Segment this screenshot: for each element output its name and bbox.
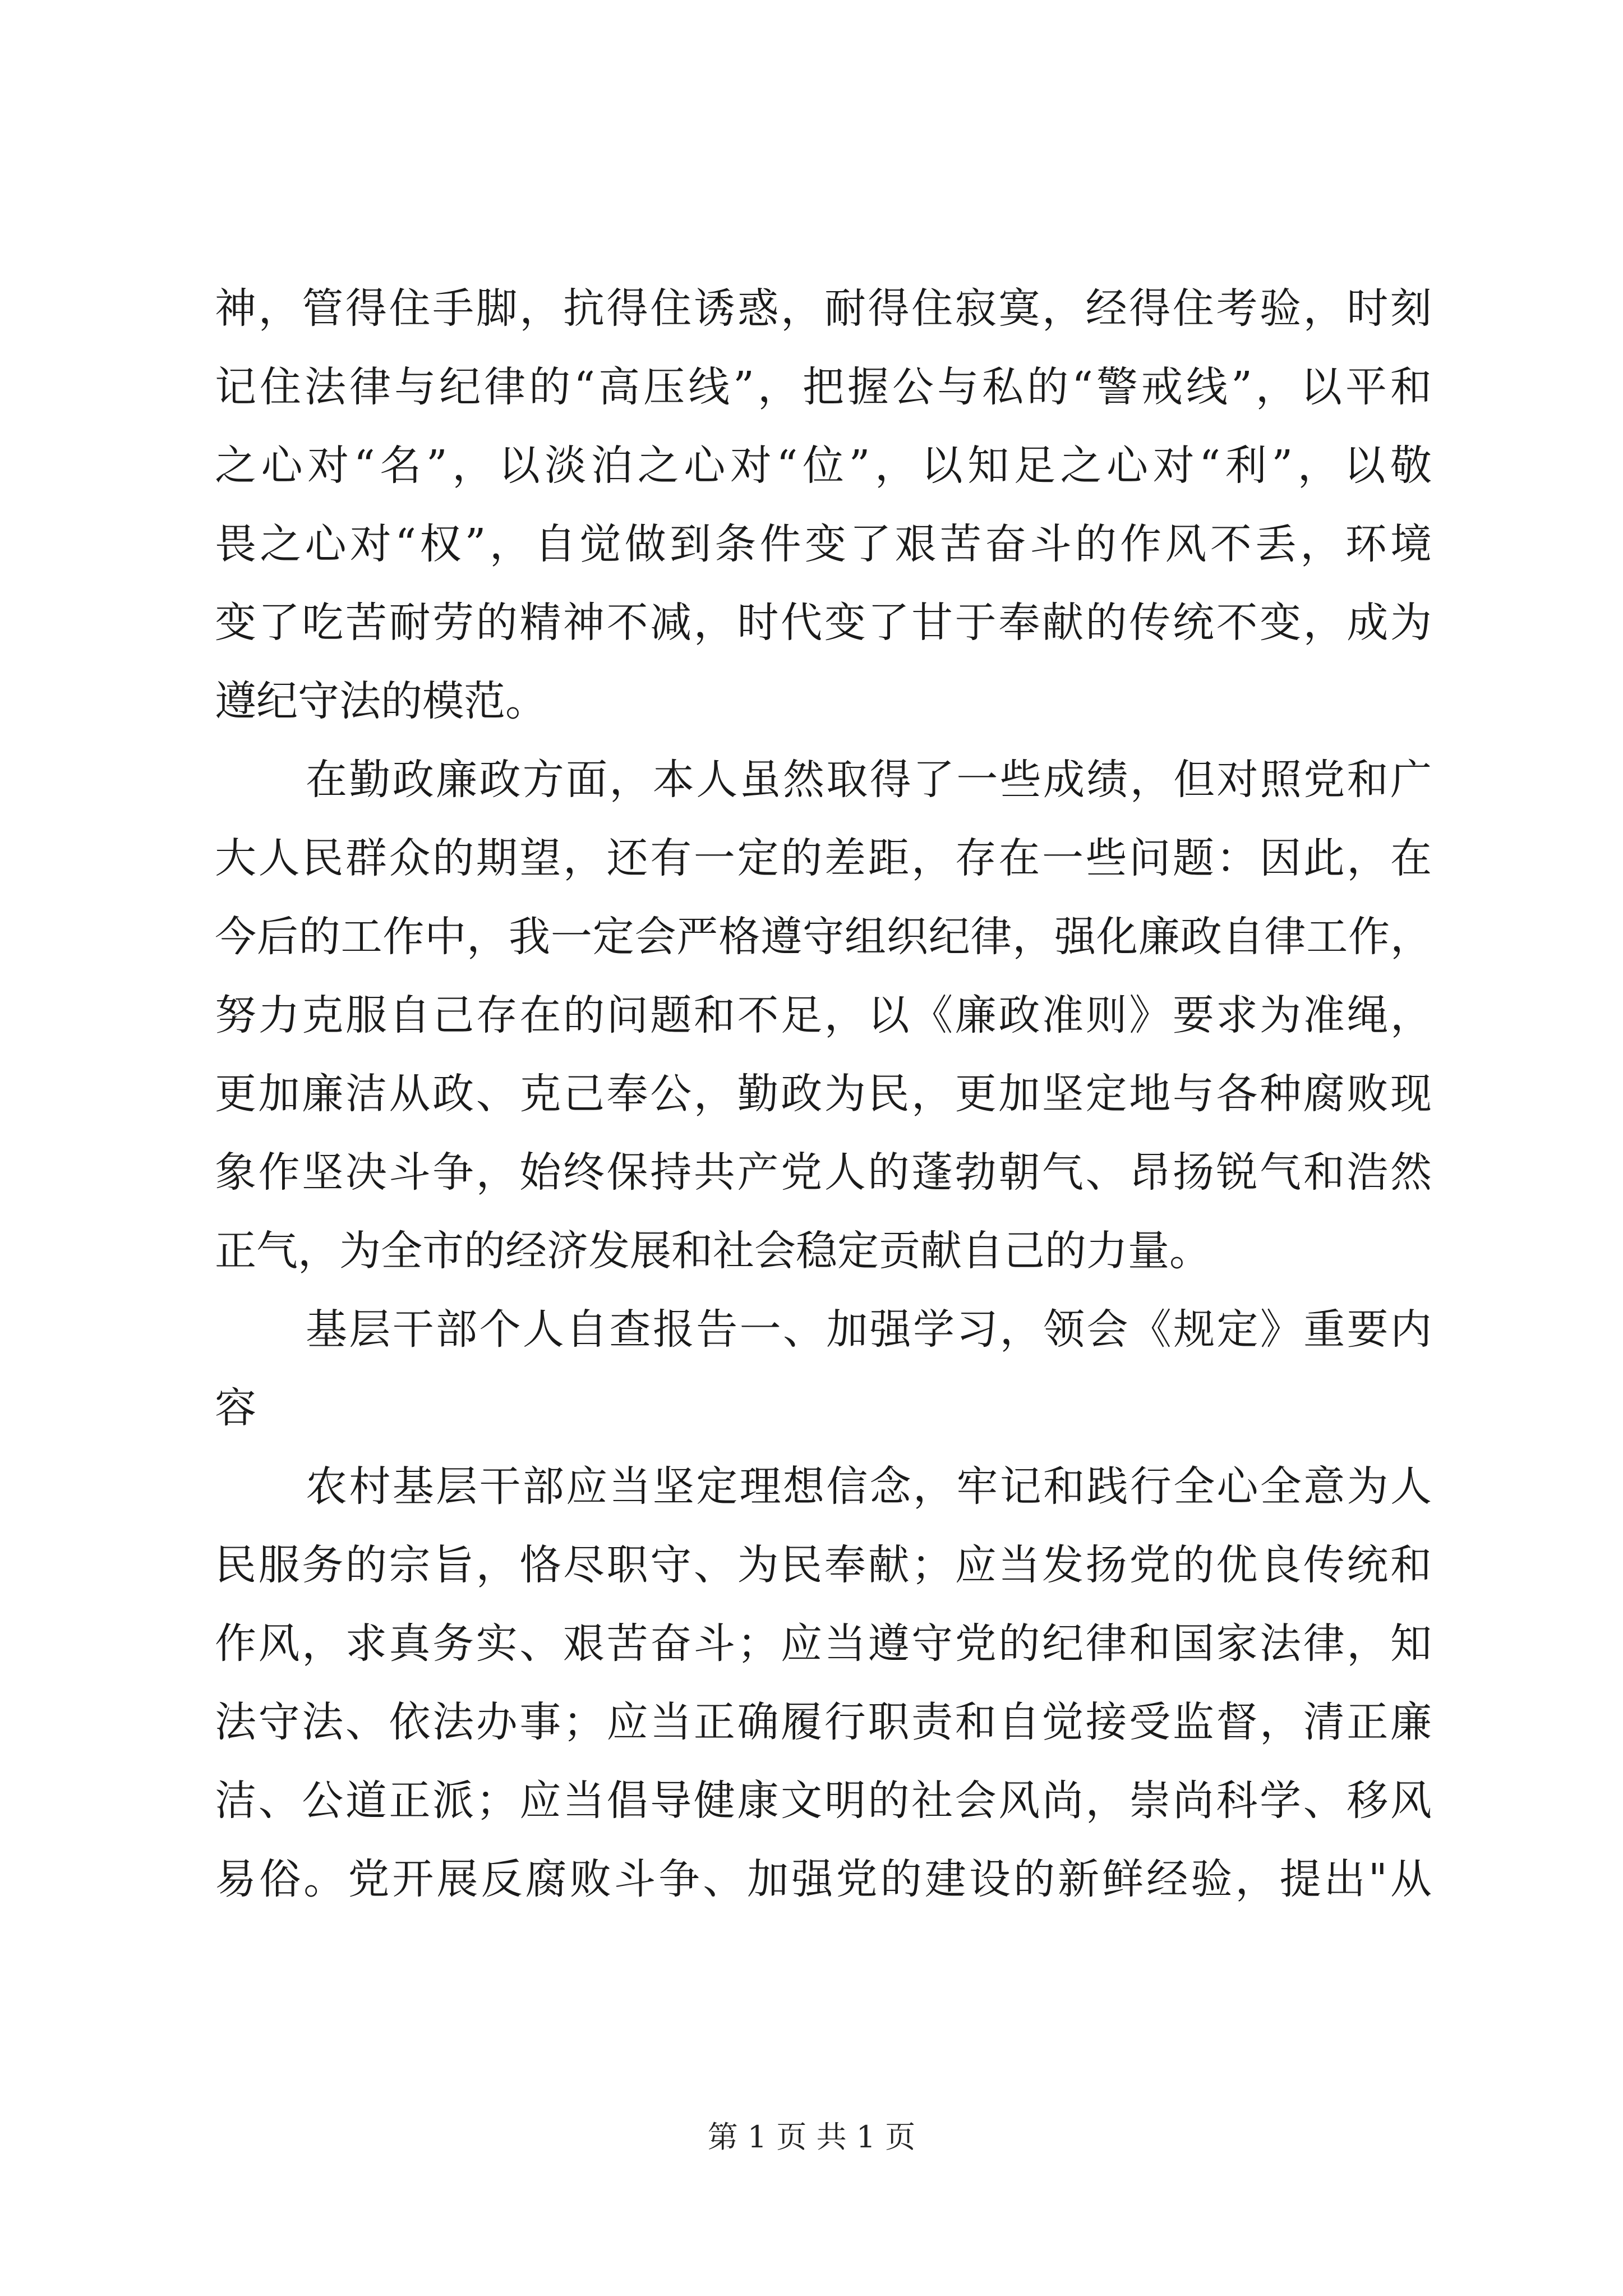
text-line: 容 [215,1384,256,1432]
text-line: 记住法律与纪律的“高压线”，把握公与私的“警戒线”，以平和 [215,363,1432,411]
paragraph-start-line: 在勤政廉政方面，本人虽然取得了一些成绩，但对照党和广 [306,756,1432,804]
body-text [215,269,1432,1918]
text-line: 变了吃苦耐劳的精神不减，时代变了甘于奉献的传统不变，成为 [215,599,1432,647]
text-line: 易俗。党开展反腐败斗争、加强党的建设的新鲜经验，提出"从 [215,1855,1432,1903]
paragraph-start-line: 农村基层干部应当坚定理想信念，牢记和践行全心全意为人 [306,1462,1432,1511]
text-line: 洁、公道正派；应当倡导健康文明的社会风尚，崇尚科学、移风 [215,1777,1432,1825]
text-line: 民服务的宗旨，恪尽职守、为民奉献；应当发扬党的优良传统和 [215,1541,1432,1589]
text-line: 法守法、依法办事；应当正确履行职责和自觉接受监督，清正廉 [215,1698,1432,1746]
text-line: 正气，为全市的经济发展和社会稳定贡献自己的力量。 [215,1227,1211,1275]
text-line: 大人民群众的期望，还有一定的差距，存在一些问题：因此，在 [215,834,1432,882]
text-line: 畏之心对“权”，自觉做到条件变了艰苦奋斗的作风不丢，环境 [215,520,1432,568]
text-line: 作风，求真务实、艰苦奋斗；应当遵守党的纪律和国家法律，知 [215,1619,1432,1668]
paragraph-start-line: 基层干部个人自查报告一、加强学习，领会《规定》重要内 [306,1305,1432,1354]
text-line: 更加廉洁从政、克己奉公，勤政为民，更加坚定地与各种腐败现 [215,1070,1432,1118]
text-line: 努力克服自己存在的问题和不足，以《廉政准则》要求为准绳， [215,991,1432,1039]
page-footer: 第 1 页 共 1 页 [707,2119,916,2155]
text-line: 神，管得住手脚，抗得住诱惑，耐得住寂寞，经得住考验，时刻 [215,284,1432,333]
text-line: 今后的工作中，我一定会严格遵守组织纪律，强化廉政自律工作， [215,913,1432,961]
text-line: 遵纪守法的模范。 [215,677,547,725]
text-line: 象作坚决斗争，始终保持共产党人的蓬勃朝气、昂扬锐气和浩然 [215,1148,1432,1197]
text-line: 之心对“名”，以淡泊之心对“位”，以知足之心对“利”，以敬 [215,441,1432,490]
